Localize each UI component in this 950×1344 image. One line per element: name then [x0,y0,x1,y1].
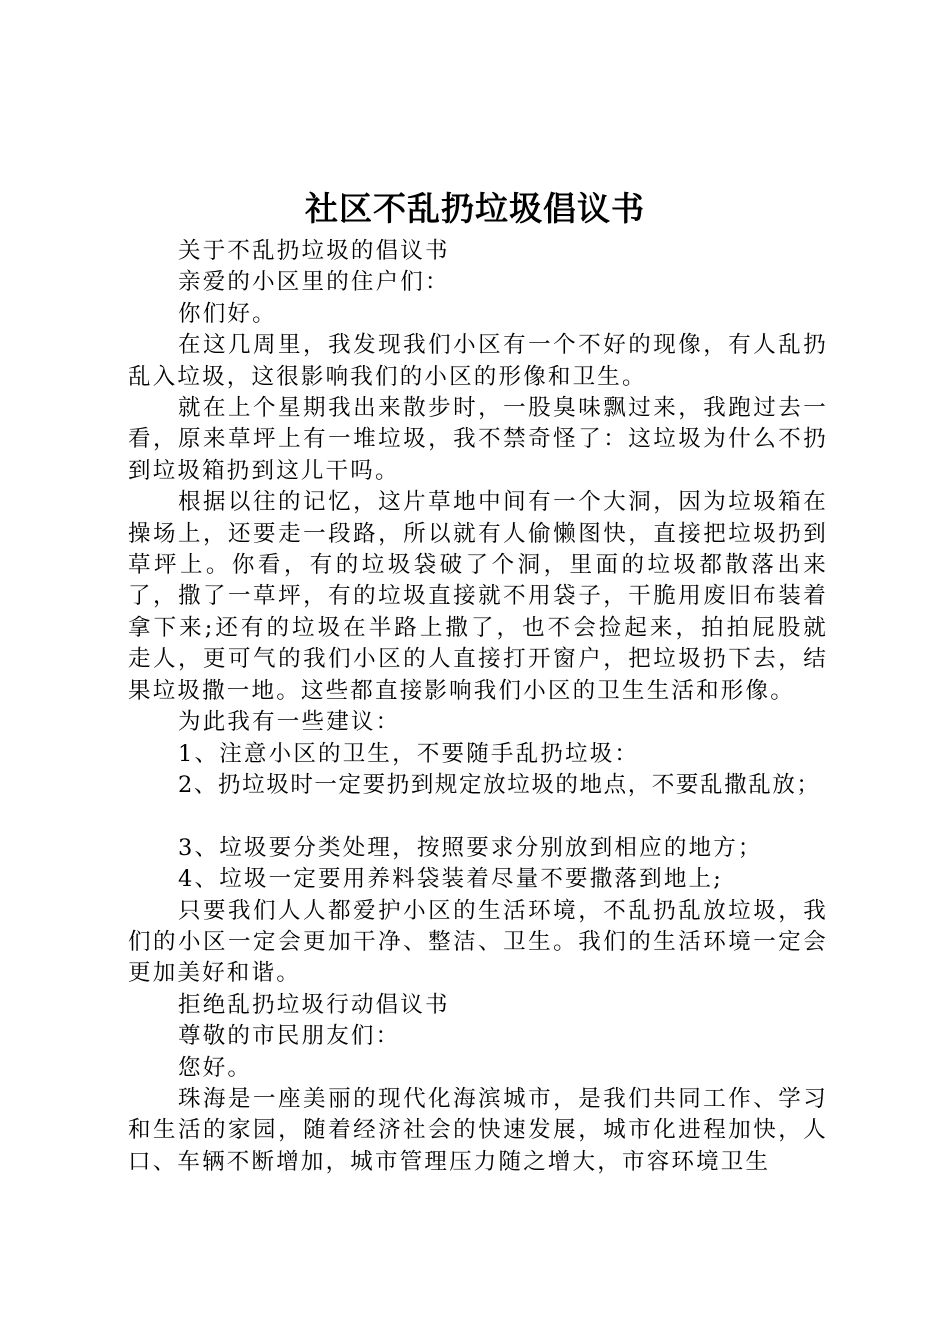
paragraph-suggestions-intro: 为此我有一些建议： [178,709,401,736]
paragraph-greeting: 您好。 [178,1054,253,1081]
paragraph-salutation: 亲爱的小区里的住户们： [178,269,450,296]
suggestion-item: 2、扔垃圾时一定要扔到规定放垃圾的地点，不要乱撒乱放； [178,771,821,798]
paragraph-salutation: 尊敬的市民朋友们： [178,1023,401,1050]
blank-line [128,801,828,832]
paragraph-body: 珠海是一座美丽的现代化海滨城市，是我们共同工作、学习和生活的家园，随着经济社会的快速发展，城市化进程加快，人口、车辆不断增加，城市管理压力随之增大，市容环境卫生 [128,1085,828,1175]
paragraph-body: 只要我们人人都爱护小区的生活环境，不乱扔乱放垃圾，我们的小区一定会更加干净、整洁、卫生。我们的生活环境一定会更加美好和谐。 [128,897,828,987]
paragraph-body: 就在上个星期我出来散步时，一股臭味飘过来，我跑过去一看，原来草坪上有一堆垃圾，我不禁奇怪了：这垃圾为什么不扔到垃圾箱扔到这儿干吗。 [128,395,828,484]
paragraph-subtitle: 关于不乱扔垃圾的倡议书 [178,238,450,264]
paragraph-subtitle: 拒绝乱扔垃圾行动倡议书 [178,991,450,1018]
paragraph-greeting: 你们好。 [178,300,277,327]
paragraph-body: 在这几周里，我发现我们小区有一个不好的现像，有人乱扔乱入垃圾，这很影响我们的小区的形像和卫生。 [128,332,828,390]
document-title: 社区不乱扔垃圾倡议书 [305,189,645,228]
paragraph-body: 根据以往的记忆，这片草地中间有一个大洞，因为垃圾箱在操场上，还要走一段路，所以就有人偷懒图快，直接把垃圾扔到草坪上。你看，有的垃圾袋破了个洞，里面的垃圾都散落出来了，撒了一草坪，有的垃圾直接就不用袋子，干脆用废旧布装着拿下来;还有的垃圾在半路上撒了，也不会捡起来，拍拍屁股就走人，更可气的我们小区的人直接打开窗户，把垃圾扔下去，结果垃圾撒一地。这些都直接影响我们小区的卫生生活和形像。 [128,489,828,704]
suggestion-item: 3、垃圾要分类处理，按照要求分别放到相应的地方； [178,834,763,861]
suggestion-item: 1、注意小区的卫生，不要随手乱扔垃圾： [178,740,640,767]
document-body [128,236,828,1178]
suggestion-item: 4、垃圾一定要用养料袋装着尽量不要撒落到地上; [178,866,723,893]
